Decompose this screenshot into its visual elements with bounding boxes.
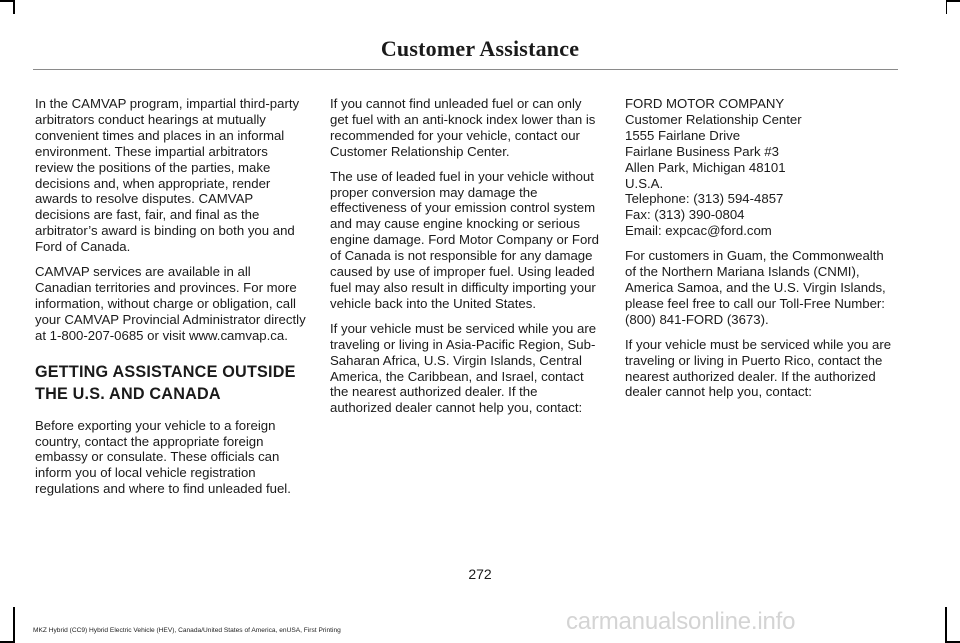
footer-text: MKZ Hybrid (CC9) Hybrid Electric Vehicle (HEV), Canada/United States of America, enUSA, First Printing bbox=[33, 627, 341, 634]
crop-mark bbox=[0, 0, 14, 2]
section-heading: GETTING ASSISTANCE OUTSIDE THE U.S. AND CANADA bbox=[35, 362, 296, 403]
paragraph: The use of leaded fuel in your vehicle without proper conversion may damage the effectiveness of your emission control system and may cause engine knocking or serious engine damage. Ford Motor Company or Ford of Canada is not responsible for any damage caused by use of improper fuel. Using leaded fuel may also result in difficulty importing your vehicle back into the United States. bbox=[330, 168, 600, 311]
address-line: Customer Relationship Center bbox=[625, 111, 802, 127]
paragraph: CAMVAP services are available in all Canadian territories and provinces. For more information, without charge or obligation, call your CAMVAP Provincial Administrator directly at 1-800-207-0685 or visit www.camvap.ca. bbox=[35, 264, 306, 343]
header-divider bbox=[33, 69, 898, 70]
paragraph: For customers in Guam, the Commonwealth of the Northern Mariana Islands (CNMI), America Samoa, and the U.S. Virgin Islands, please feel free to call our Toll-Free Number: (800) 841-FORD (3673). bbox=[625, 248, 886, 327]
address-line: Fairlane Business Park #3 bbox=[625, 143, 779, 159]
crop-mark bbox=[0, 641, 14, 643]
column-2 bbox=[330, 96, 602, 425]
column-1 bbox=[35, 96, 307, 506]
address-line: Fax: (313) 390-0804 bbox=[625, 207, 745, 223]
crop-mark bbox=[945, 607, 947, 643]
crop-mark bbox=[945, 641, 960, 643]
address-line: U.S.A. bbox=[625, 175, 664, 191]
address-line: Telephone: (313) 594-4857 bbox=[625, 191, 784, 207]
address-line: FORD MOTOR COMPANY bbox=[625, 96, 785, 111]
page-number: 272 bbox=[468, 566, 492, 582]
crop-mark bbox=[13, 607, 15, 643]
paragraph: If your vehicle must be serviced while you are traveling or living in Puerto Rico, contact the nearest authorized dealer. If the authorized dealer cannot help you, contact: bbox=[625, 336, 892, 400]
address-block bbox=[625, 96, 897, 239]
page-title: Customer Assistance bbox=[380, 36, 580, 61]
crop-mark bbox=[13, 0, 15, 14]
paragraph: If you cannot find unleaded fuel or can only get fuel with an anti-knock index lower than is recommended for your vehicle, contact our Customer Relationship Center. bbox=[330, 96, 596, 159]
crop-mark bbox=[946, 0, 948, 14]
paragraph: If your vehicle must be serviced while you are traveling or living in Asia-Pacific Region, Sub-Saharan Africa, U.S. Virgin Islands, Central America, the Caribbean, and Israel, contact the nearest authorized dealer. If the authorized dealer cannot help you, contact: bbox=[330, 320, 597, 416]
address-line: 1555 Fairlane Drive bbox=[625, 127, 741, 143]
paragraph: In the CAMVAP program, impartial third-party arbitrators conduct hearings at mutually convenient times and places in an informal environment. These impartial arbitrators review the positions of the parties, make decisions and, when appropriate, render awards to resolve disputes. CAMVAP decisions are fast, fair, and final as the arbitrator’s award is binding on both you and Ford of Canada. bbox=[35, 96, 300, 255]
address-line: Allen Park, Michigan 48101 bbox=[625, 159, 786, 175]
address-line: Email: expcac@ford.com bbox=[625, 223, 772, 239]
column-3 bbox=[625, 96, 897, 409]
crop-mark bbox=[946, 0, 960, 2]
paragraph: Before exporting your vehicle to a foreign country, contact the appropriate foreign embassy or consulate. These officials can inform you of local vehicle registration regulations and where to find unleaded fuel. bbox=[35, 417, 291, 497]
watermark: carmanualsonline.info bbox=[566, 608, 796, 635]
